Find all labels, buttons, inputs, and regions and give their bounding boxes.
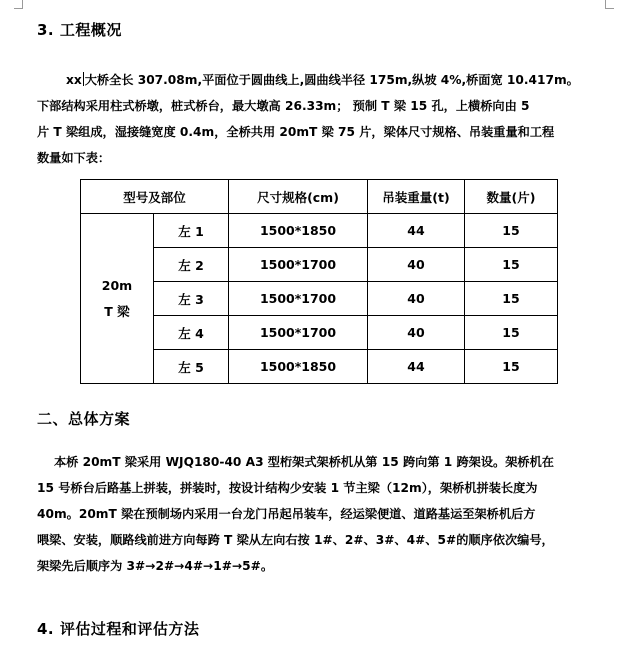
paragraph-line: 下部结构采用柱式桥墩，桩式桥台，最大墩高 26.33m； 预制 T 梁 15 孔，上横桥向由 5	[37, 99, 530, 113]
prefix-text: xx	[66, 73, 82, 87]
page-corner-mark-right	[605, 0, 614, 9]
page-corner-mark-left	[14, 0, 23, 9]
group-cell: 20m T 梁	[81, 214, 154, 384]
header-type-position: 型号及部位	[81, 180, 229, 214]
position-cell: 左 5	[154, 350, 229, 384]
weight-cell: 40	[368, 282, 465, 316]
paragraph-line: 本桥 20mT 梁采用 WJQ180-40 A3 型桁架式架桥机从第 15 跨向第 1 跨架设。架桥机在	[37, 455, 554, 469]
paragraph-line: xx 大桥全长 307.08m,平面位于圆曲线上,圆曲线半径 175m,纵坡 4%,桥面宽 10.417m。	[66, 73, 579, 87]
weight-cell: 40	[368, 248, 465, 282]
quantity-cell: 15	[465, 248, 558, 282]
header-size: 尺寸规格(cm)	[229, 180, 368, 214]
size-cell: 1500*1700	[229, 248, 368, 282]
paragraph-line: 喂梁、安装，顺路线前进方向每跨 T 梁从左向右按 1#、2#、3#、4#、5#的顺序依次编号，	[37, 533, 554, 547]
section-2-heading: 二、总体方案	[37, 410, 131, 428]
size-cell: 1500*1700	[229, 282, 368, 316]
size-cell: 1500*1850	[229, 214, 368, 248]
header-weight: 吊装重量(t)	[368, 180, 465, 214]
quantity-cell: 15	[465, 214, 558, 248]
text-cursor	[83, 72, 84, 86]
paragraph-line: 架梁先后顺序为 3#→2#→4#→1#→5#。	[37, 559, 274, 573]
weight-cell: 40	[368, 316, 465, 350]
header-quantity: 数量(片)	[465, 180, 558, 214]
size-cell: 1500*1850	[229, 350, 368, 384]
project-overview-paragraph	[37, 67, 605, 171]
paragraph-line: 数量如下表：	[37, 151, 111, 165]
quantity-cell: 15	[465, 282, 558, 316]
weight-cell: 44	[368, 350, 465, 384]
position-cell: 左 1	[154, 214, 229, 248]
overall-plan-paragraph	[37, 449, 605, 579]
position-cell: 左 3	[154, 282, 229, 316]
quantity-cell: 15	[465, 350, 558, 384]
paragraph-line: 15 号桥台后路基上拼装，拼装时，按设计结构少安装 1 节主梁（12m），架桥机拼装长度为	[37, 481, 538, 495]
paragraph-line: 片 T 梁组成，湿接缝宽度 0.4m，全桥共用 20mT 梁 75 片，梁体尺寸规格、吊装重量和工程	[37, 125, 555, 139]
section-3-heading: 3. 工程概况	[37, 21, 122, 39]
position-cell: 左 4	[154, 316, 229, 350]
beam-spec-table	[80, 179, 558, 384]
weight-cell: 44	[368, 214, 465, 248]
table-header-row	[81, 180, 558, 214]
section-4-heading: 4. 评估过程和评估方法	[37, 620, 200, 638]
quantity-cell: 15	[465, 316, 558, 350]
position-cell: 左 2	[154, 248, 229, 282]
table-row	[81, 214, 558, 248]
paragraph-line: 40m。20mT 梁在预制场内采用一台龙门吊起吊装车，经运梁便道、道路基运至架桥机后方	[37, 507, 536, 521]
size-cell: 1500*1700	[229, 316, 368, 350]
